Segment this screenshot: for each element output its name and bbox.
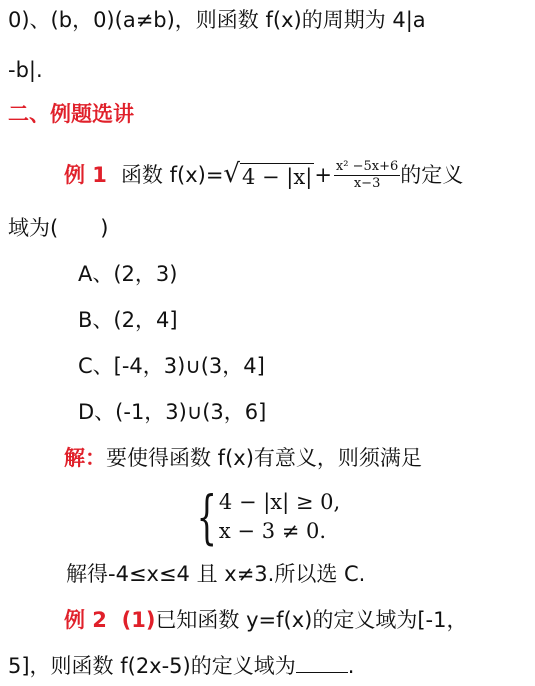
intro-line-1: 0)、(b，0)(a≠b)，则函数 f(x)的周期为 4|a (8, 8, 426, 32)
solution-line (64, 444, 422, 472)
example-1-suffix: 的定义 (400, 163, 464, 187)
example-2-line-2 (8, 652, 354, 680)
left-brace: { (196, 483, 217, 551)
example-2-part: (1) (121, 608, 156, 632)
example-2-text-2: 5]，则函数 f(2x-5)的定义域为 (8, 654, 296, 678)
plus-sign: + (314, 163, 332, 187)
inequality-system (180, 483, 341, 551)
example-1-line-2: 域为( ) (8, 216, 109, 240)
solution-text: 要使得函数 f(x)有意义，则须满足 (106, 446, 422, 470)
sqrt-expression: √ 4 − |x| (223, 159, 313, 189)
option-b: B、(2，4] (78, 308, 178, 332)
example-2-label: 例 2 (64, 608, 107, 632)
system-line-2: x − 3 ≠ 0. (218, 519, 327, 543)
sqrt-radicand: 4 − |x| (242, 165, 313, 189)
fraction-numerator: x² −5x+6 (335, 158, 399, 174)
option-a: A、(2，3) (78, 262, 178, 286)
fraction (334, 159, 400, 192)
example-2-end: . (347, 654, 355, 678)
example-2-line-1 (64, 606, 467, 634)
intro-line-2: -b|. (8, 58, 43, 82)
example-1-prefix: 函数 f(x)= (120, 163, 224, 187)
answer-blank (296, 652, 348, 673)
solution-conclusion: 解得-4≤x≤4 且 x≠3.所以选 C. (66, 562, 366, 586)
fraction-denominator: x−3 (353, 175, 381, 191)
example-1-line-1 (64, 150, 463, 200)
section-heading: 二、例题选讲 (8, 102, 134, 126)
example-2-text-1: 已知函数 y=f(x)的定义域为[-1， (155, 608, 468, 632)
option-c: C、[-4，3)∪(3，4] (78, 354, 265, 378)
system-line-1: 4 − |x| ≥ 0, (218, 490, 341, 514)
solution-label: 解： (64, 446, 106, 470)
option-d: D、(-1，3)∪(3，6] (78, 400, 267, 424)
example-1-label: 例 1 (64, 163, 107, 187)
